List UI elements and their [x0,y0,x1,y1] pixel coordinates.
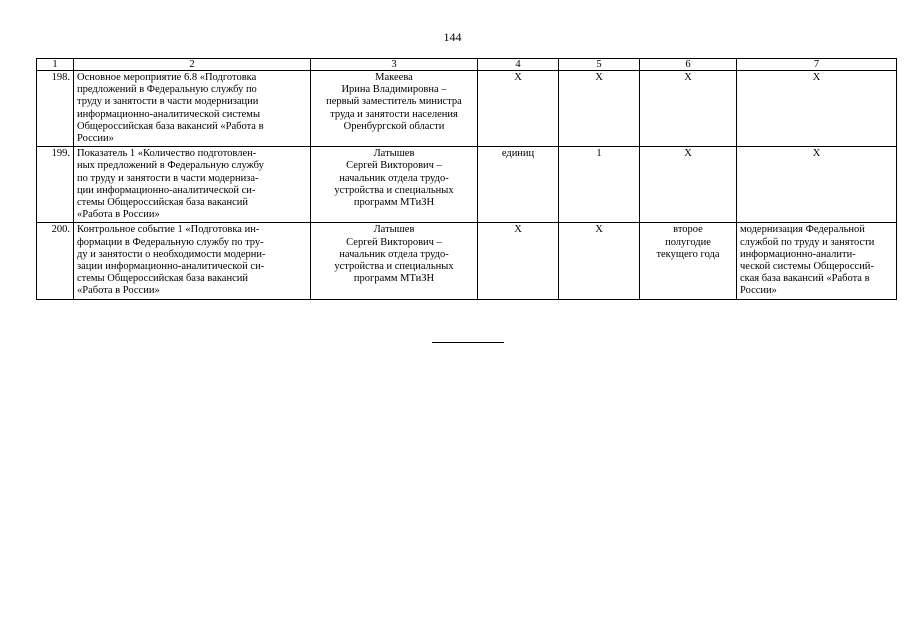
column-header: 1 [37,59,74,71]
footer-divider [432,342,504,343]
row-number: 198. [37,71,74,147]
responsible-person: Латышев Сергей Викторович – начальник отдела трудо- устройства и специальных программ МТиЗН [311,147,478,223]
value-cell: X [559,223,640,299]
deadline-cell: второе полугодие текущего года [640,223,737,299]
table-row [37,147,897,223]
column-header: 7 [737,59,897,71]
deadline-cell: X [640,147,737,223]
value-cell: X [559,71,640,147]
measure-name: Показатель 1 «Количество подготовлен- ных предложений в Федеральную службу по труду и занятости в части модерниза- ции информационно-аналитической си- стемы Общероссийская база вакансий «Работа в России» [74,147,311,223]
column-header: 6 [640,59,737,71]
measures-table [36,58,897,300]
result-cell: X [737,71,897,147]
row-number: 199. [37,147,74,223]
responsible-person: Макеева Ирина Владимировна – первый заместитель министра труда и занятости населения Оренбургской области [311,71,478,147]
measure-name: Основное мероприятие 6.8 «Подготовка предложений в Федеральную службу по труду и занятости в части модернизации информационно-аналитической системы Общероссийская база вакансий «Работа в России» [74,71,311,147]
measure-name: Контрольное событие 1 «Подготовка ин- формации в Федеральную службу по тру- ду и занятости о необходимости модерни- зации информационно-аналитической си- стемы Общероссийская база вакансий «Работа в России» [74,223,311,299]
deadline-cell: X [640,71,737,147]
column-header: 2 [74,59,311,71]
column-header: 3 [311,59,478,71]
row-number: 200. [37,223,74,299]
value-cell: 1 [559,147,640,223]
unit-cell: X [478,223,559,299]
unit-cell: единиц [478,147,559,223]
result-cell: X [737,147,897,223]
unit-cell: X [478,71,559,147]
column-header: 4 [478,59,559,71]
responsible-person: Латышев Сергей Викторович – начальник отдела трудо- устройства и специальных программ МТиЗН [311,223,478,299]
result-cell: модернизация Федеральной службой по труду и занятости информационно-аналити- ческой системы Общероссий- ская база вакансий «Работа в России» [737,223,897,299]
column-header: 5 [559,59,640,71]
table-row [37,71,897,147]
page-number: 144 [443,30,462,44]
table-header-row [37,59,897,71]
table-row [37,223,897,299]
